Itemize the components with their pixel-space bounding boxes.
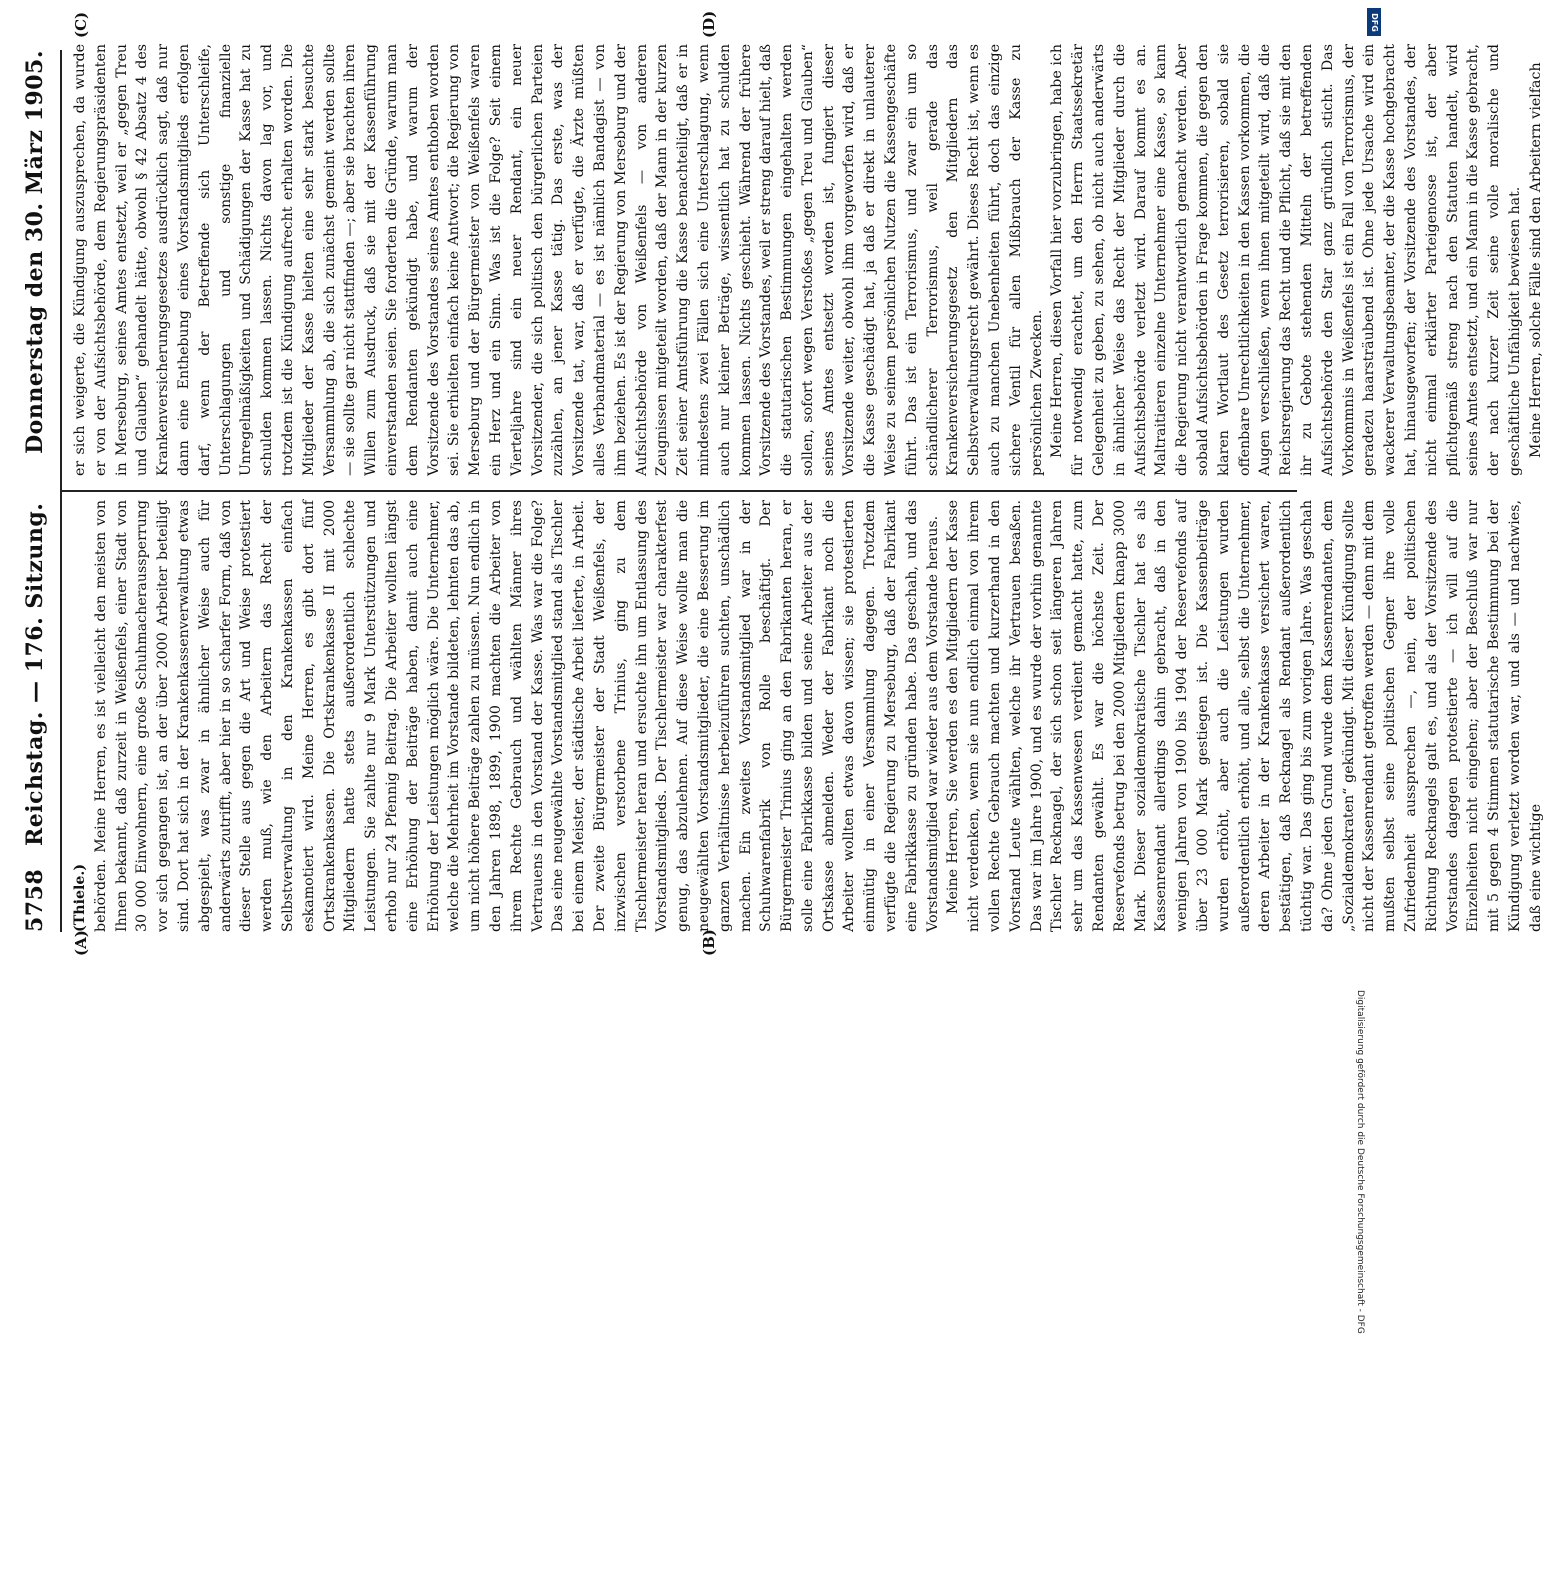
margin-marker-c: (C) [72, 11, 90, 38]
speaker-label: (Thiele.) [72, 863, 88, 932]
page-number: 5758 [22, 868, 48, 932]
column-divider [62, 490, 1297, 492]
paragraph: Meine Herren, diesen Vorfall hier vorzubringen, habe ich für notwendig erachtet, um den Herrn Staatssekretär Gelegenheit zu geben, zu sehen, ob nicht auch anderwärts in ähnlicher Weise das Recht der Mitglieder durch die Aufsichtsbehörde verletzt wird. Darauf kommt es an. Maltraitieren einzelne Unternehmer eine Kasse, so kann die Regierung nicht verantwortlich gemacht werden. Aber sobald Aufsichtsbehörden in Frage kommen, die gegen den klaren Wortlaut des Gesetz terrorisieren, sobald sie offenbare Unrechtlichkeiten in den Kassen vorkommen, die Augen verschließen, wenn ihnen mitgeteilt wird, daß die Reichsregierung das Recht und die Pflicht, daß sie mit den ihr zu Gebote stehenden Mitteln der betreffenden Aufsichtsbehörde den Star ganz gründlich sticht. Das Vorkommnis in Weißenfels ist ein Fall von Terrorismus, der geradezu haarsträubend ist. Ohne jede Ursache wird ein wackerer Verwaltungsbeamter, der die Kasse hochgebracht hat, hinausgeworfen; der Vorsitzende des Vorstandes, der nicht einmal erklärter Parteigenosse ist, der aber pflichtgemäß streng nach den Statuten handelt, wird seines Amtes entsetzt, und ein Mann in die Kasse gebracht, der nach kurzer Zeit seine volle moralische und geschäftliche Unfähigkeit bewiesen hat. [1049, 44, 1523, 476]
right-column [70, 44, 1544, 476]
session-date: Donnerstag den 30. März 1905. [22, 50, 48, 454]
left-column [70, 500, 1544, 932]
digitization-note: Digitalisierung gefördert durch die Deutsche Forschungsgemeinschaft - DFG [1355, 990, 1365, 1334]
dfg-logo: DFG [1367, 8, 1381, 36]
margin-marker-d: (D) [700, 10, 718, 38]
session-title: Reichstag. — 176. Sitzung. [22, 502, 48, 846]
margin-marker-a: (A) [72, 930, 90, 956]
paragraph: Meine Herren, solche Fälle sind den Arbeitern vielfach [1527, 62, 1544, 458]
paragraph: er sich weigerte, die Kündigung auszusprechen, da wurde er von der Aufsichtsbehörde, dem Regierungspräsidenten in Merseburg, seines Amtes entsetzt, weil er „gegen Treu und Glauben“ gehandelt hätte, obwohl § 42 Absatz 4 des Krankenversicherungsgesetzes ausdrücklich sagt, daß nur dann eine Enthebung eines Vorstandsmitglieds erfolgen darf, wenn der Betreffende sich Unterschleife, Unterschlagungen und sonstige finanzielle Unregelmäßigkeiten und Schädigungen der Kasse hat zu schulden kommen lassen. Nichts davon lag vor, und trotzdem ist die Kündigung aufrecht erhalten worden. Die Mitglieder der Kasse hielten eine sehr stark besuchte Versammlung ab, die sich zunächst gemeint werden sollte — sie sollte gar nicht stattfinden —; aber sie brachten ihren Willen zum Ausdruck, daß sie mit der Kassenführung einverstanden seien. Sie forderten die Gründe, warum man dem Rendanten gekündigt habe, und warum der Vorsitzende des Vorstandes seines Amtes enthoben worden sei. Sie erhielten einfach keine Antwort; die Regierung von Merseburg und der Bürgermeister von Weißenfels waren ein Herz und ein Sinn. Was ist die Folge? Seit einem Vierteljahre sind ein neuer Rendant, ein neuer Vorsitzender, die sich politisch den bürgerlichen Parteien zuzählen, an jener Kasse tätig. Das erste, was der Vorsitzende tat, war, daß er verfügte, die Ärzte müßten alles Verbandmaterial — es ist nämlich Bandagist — von ihm beziehen. Es ist der Regierung von Merseburg und der Aufsichtsbehörde von Weißenfels — von anderen Zeugnissen mitgeteilt worden, daß der Mann in der kurzen Zeit seiner Amtsführung die Kasse benachteiligt, daß er in mindestens zwei Fällen sich eine Unterschlagung, wenn auch nur kleiner Beträge, wissentlich hat zu schulden kommen lassen. Nichts geschieht. Während der frühere Vorsitzende des Vorstandes, weil er streng darauf hielt, daß die statutarischen Bestimmungen eingehalten werden sollen, sofort wegen Verstoßes „gegen Treu und Glauben“ seines Amtes entsetzt worden ist, fungiert dieser Vorsitzende weiter, obwohl ihm vorgeworfen wird, daß er die Kasse geschädigt hat, ja daß er direkt in unlauterer Weise zu seinem persönlichen Nutzen die Kassengeschäfte führt. Das ist ein Terrorismus, und zwar ein um so schändlicherer Terrorismus, weil gerade das Krankenversicherungsgesetz den Mitgliedern das Selbstverwaltungsrecht gewährt. Dieses Recht ist, wenn es auch zu manchen Unebenheiten führt, doch das einzige sichere Ventil für allen Mißbrauch der Kasse zu persönlichen Zwecken. [72, 44, 1045, 476]
page-header [18, 50, 58, 932]
paragraph: Meine Herren, Sie werden es den Mitgliedern der Kasse nicht verdenken, wenn sie nun endlich einmal von ihrem vollen Rechte Gebrauch machten und kurzerhand in den Vorstand Leute wählten, welche ihr Vertrauen besaßen. Das war im Jahre 1900, und es wurde der vorhin genannte Tischler Recknagel, der sich schon seit längeren Jahren sehr um das Kassenwesen verdient gemacht hatte, zum Rendanten gewählt. Es war die höchste Zeit. Der Reservefonds betrug bei den 2000 Mitgliedern knapp 3000 Mark. Dieser sozialdemokratische Tischler hat es als Kassenrendant allerdings dahin gebracht, daß in den wenigen Jahren von 1900 bis 1904 der Reservefonds auf über 23 000 Mark gestiegen ist. Die Kassenbeiträge wurden erhöht, aber auch die Leistungen wurden außerordentlich erhöht, und alle, selbst die Unternehmer, deren Arbeiter in der Krankenkasse versichert waren, bestätigen, daß Recknagel als Rendant außerordentlich tüchtig war. Das ging bis zum vorigen Jahre. Was geschah da? Ohne jeden Grund wurde dem Kassenrendanten, dem „Sozialdemokraten“ gekündigt. Mit dieser Kündigung sollte nicht der Kassenrendant getroffen werden — denn mit dem mußten selbst seine politischen Gegner ihre volle Zufriedenheit aussprechen —, nein, der politischen Richtung Recknagels galt es, und als der Vorsitzende des Vorstandes dagegen protestierte — ich will auf die Einzelheiten nicht eingehen; aber der Beschluß war nur mit 5 gegen 4 Stimmen statutarische Bestimmung bei der Kündigung verletzt worden war, und als — und nachwies, daß eine wichtige [945, 500, 1544, 932]
margin-marker-b: (B) [700, 929, 718, 956]
paragraph: behörden. Meine Herren, es ist vielleicht den meisten von Ihnen bekannt, daß zurzeit in Weißenfels, einer Stadt von 30 000 Einwohnern, eine große Schuhmacheraussperrung vor sich gegangen ist, an der über 2000 Arbeiter beteiligt sind. Dort hat sich in der Krankenkassenverwaltung etwas abgespielt, was zwar in ähnlicher Weise auch für anderwärts zutrifft, aber hier in so scharfer Form, daß von dieser Stelle aus gegen die Art und Weise protestiert werden muß, wie den Arbeitern das Recht der Selbstverwaltung in den Krankenkassen einfach eskamotiert wird. Meine Herren, es gibt dort fünf Ortskrankenkassen. Die Ortskrankenkasse II mit 2000 Mitgliedern hatte stets außerordentlich schlechte Leistungen. Sie zahlte nur 9 Mark Unterstützungen und erhob nur 24 Pfennig Beitrag. Die Arbeiter wollten längst eine Erhöhung der Beiträge haben, damit auch eine Erhöhung der Leistungen möglich wäre. Die Unternehmer, welche die Mehrheit im Vorstande bildeten, lehnten das ab, um nicht höhere Beiträge zahlen zu müssen. Nun endlich in den Jahren 1898, 1899, 1900 machten die Arbeiter von ihrem Rechte Gebrauch und wählten Männer ihres Vertrauens in den Vorstand der Kasse. Was war die Folge? Das eine neugewählte Vorstandsmitglied stand als Tischler bei einem Meister, der städtische Arbeit lieferte, in Arbeit. Der zweite Bürgermeister der Stadt Weißenfels, der inzwischen verstorbene Trinius, ging zu dem Tischlermeister heran und ersuchte ihn um Entlassung des Vorstandsmitglieds. Der Tischlermeister war charakterfest genug, das abzulehnen. Auf diese Weise wollte man die neugewählten Vorstandsmitglieder, die eine Besserung im ganzen Verhältnisse herbeizuführen suchten, unschädlich machen. Ein zweites Vorstandsmitglied war in der Schuhwarenfabrik von Rolle beschäftigt. Der Bürgermeister Trinius ging an den Fabrikanten heran, er solle eine Fabrikkasse bilden und seine Arbeiter aus der Ortskasse abmelden. Weder der Fabrikant noch die Arbeiter wollten etwas davon wissen; sie protestierten einmütig in einer Versammlung dagegen. Trotzdem verfügte die Regierung zu Merseburg, daß der Fabrikant eine Fabrikkasse zu gründen habe. Das geschah, und das Vorstandsmitglied war wieder aus dem Vorstande heraus. [92, 500, 941, 932]
